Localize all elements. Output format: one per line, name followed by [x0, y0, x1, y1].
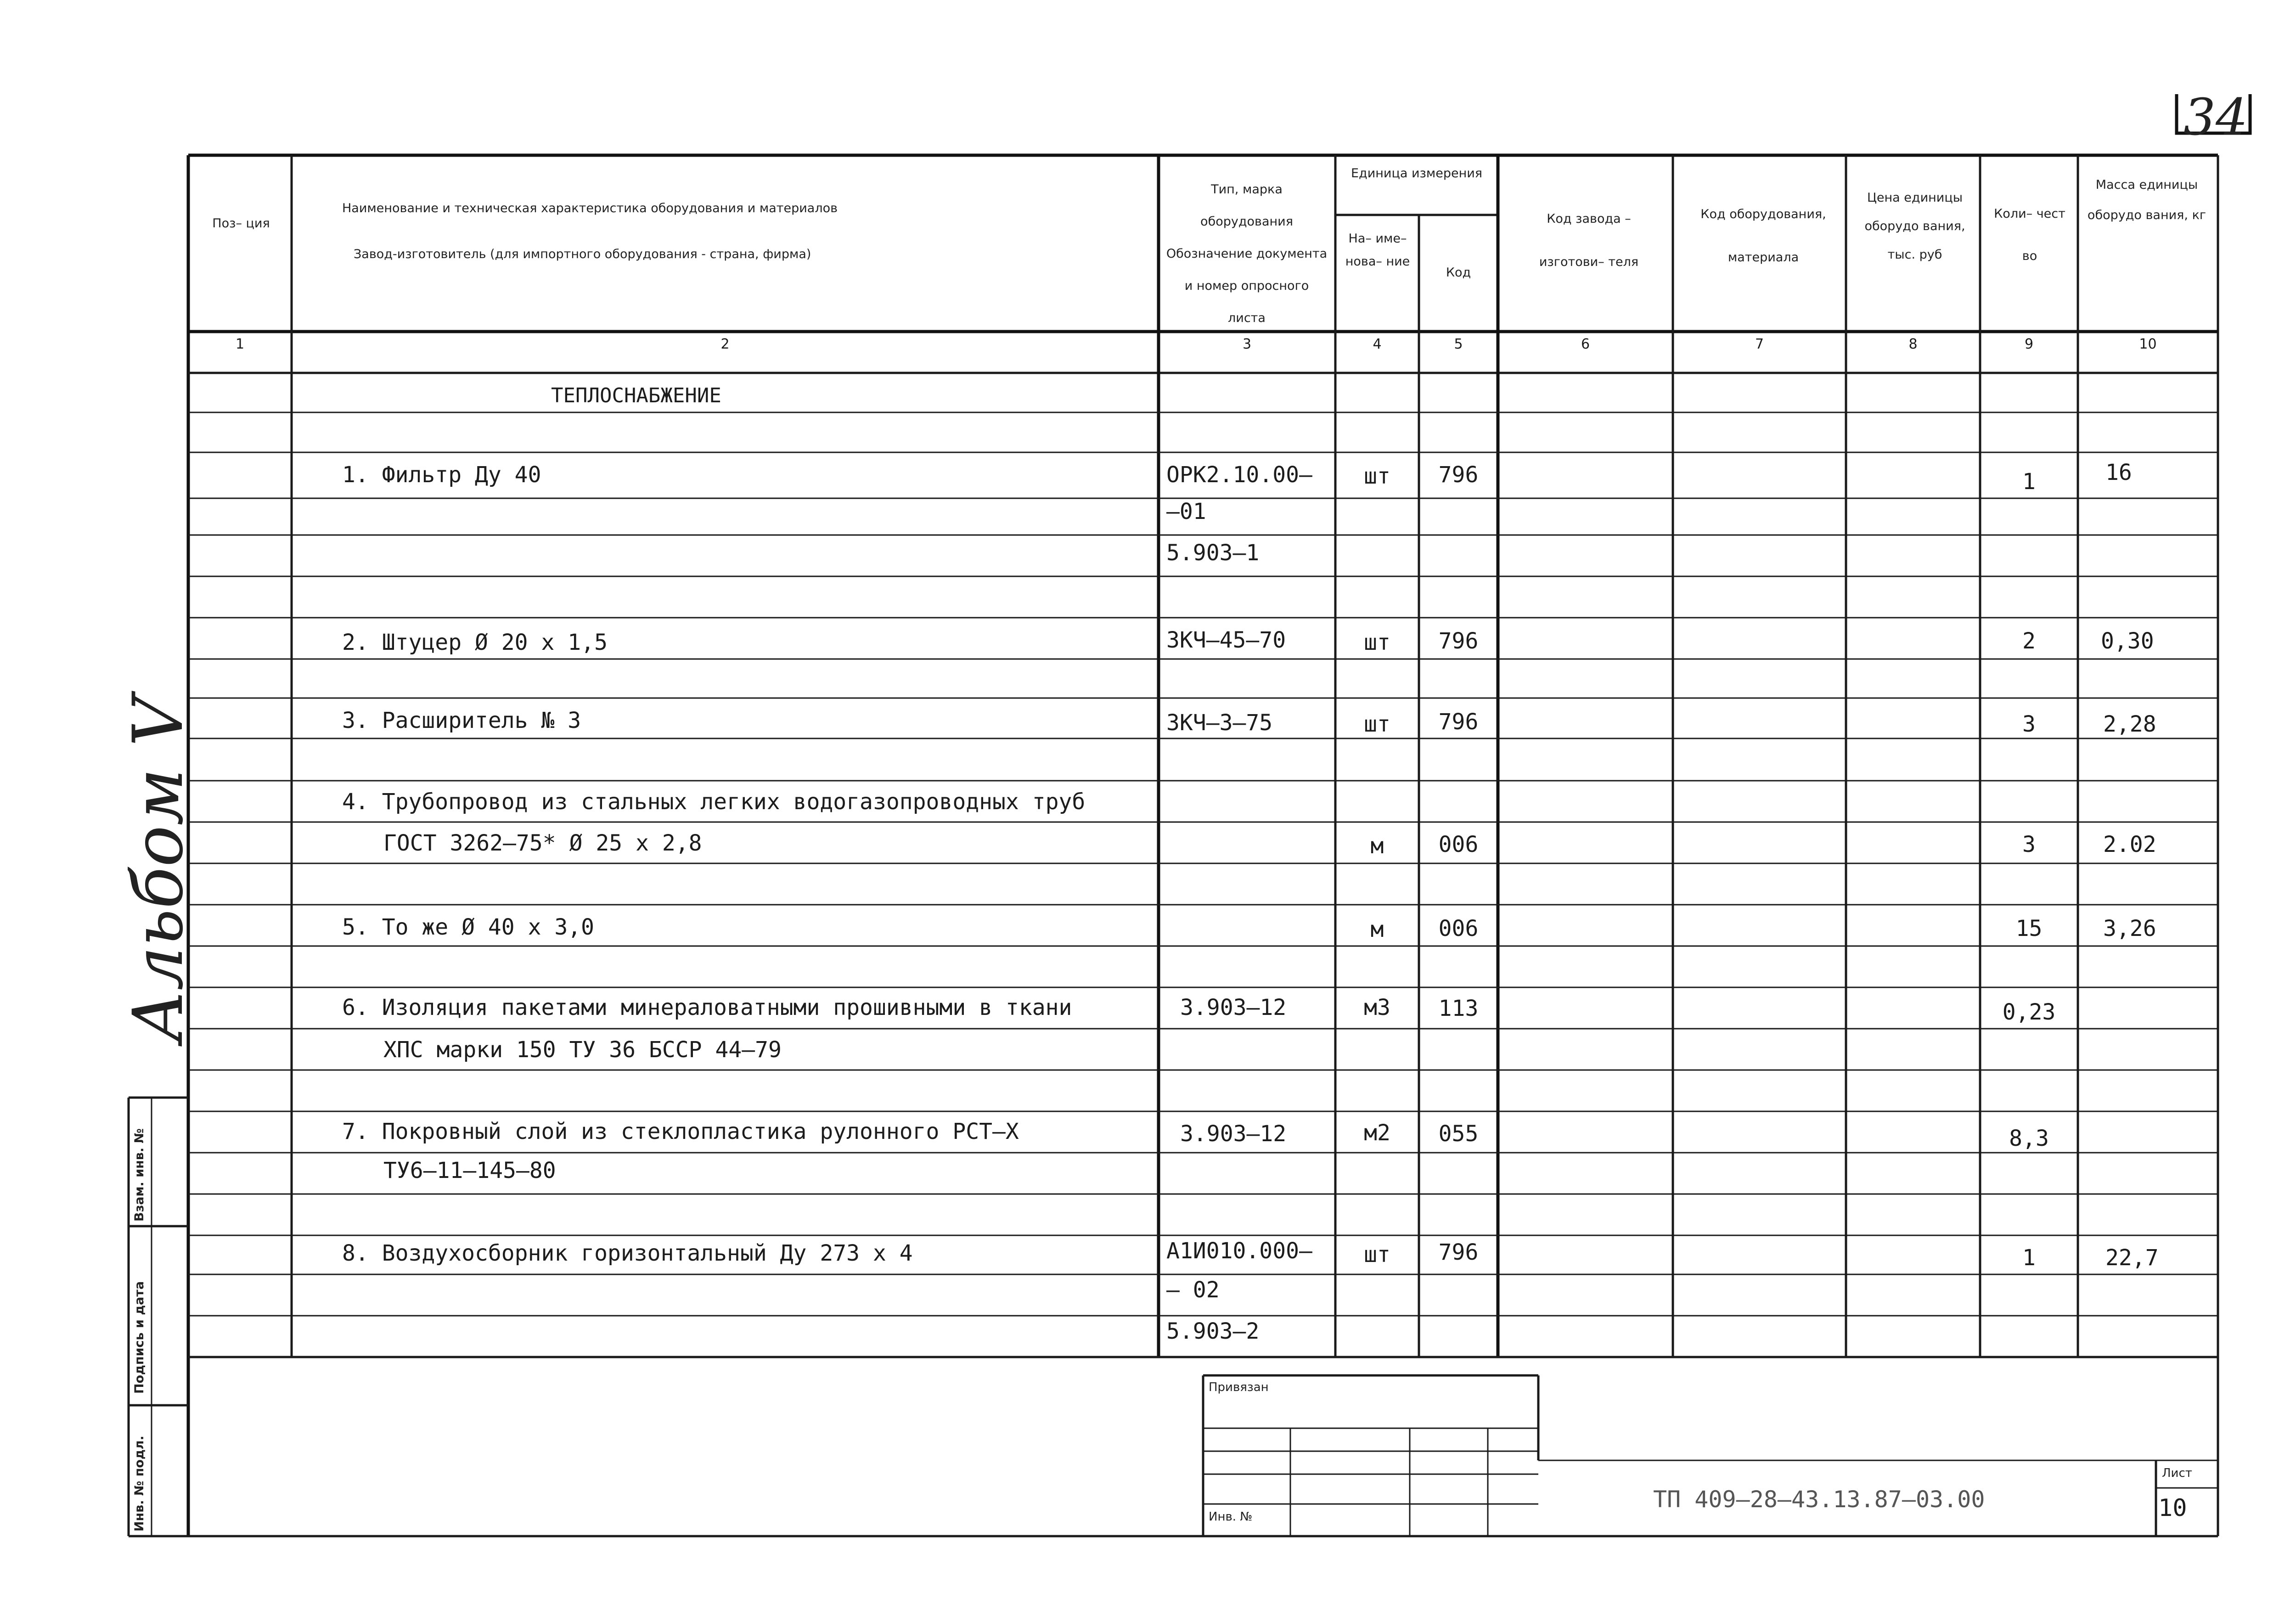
item-type: А1И010.000– — [1166, 1238, 1312, 1264]
item-unit: шт — [1364, 630, 1390, 655]
column-number: 8 — [1908, 336, 1918, 352]
item-name: 4. Трубопровод из стальных легких водогазопроводных труб — [342, 789, 1086, 815]
header-position: Поз– ция — [212, 216, 270, 231]
column-number: 1 — [235, 336, 245, 352]
header-factory-code: Код завода – изготови– теля — [1539, 212, 1639, 269]
item-name: 6. Изоляция пакетами минераловатными прошивными в ткани — [342, 995, 1072, 1020]
item-name-line2: ХПС марки 150 ТУ 36 БССР 44–79 — [383, 1037, 782, 1063]
sheet-label: Лист — [2162, 1466, 2192, 1480]
item-qty: 8,3 — [2009, 1126, 2049, 1151]
column-number: 9 — [2024, 336, 2034, 352]
item-qty: 3 — [2022, 711, 2036, 737]
sheet-number: 10 — [2158, 1494, 2187, 1522]
column-number: 6 — [1581, 336, 1590, 352]
margin-inv-podl: Инв. № подл. — [132, 1436, 146, 1532]
margin-signature-date: Подпись и дата — [132, 1281, 146, 1394]
stamp-privyazan: Привязан — [1209, 1380, 1269, 1394]
header-name-line1: Наименование и техническая характеристика оборудования и материалов — [342, 201, 838, 215]
header-name-line2: Завод-изготовитель (для импортного оборудования - страна, фирма) — [354, 247, 811, 261]
item-code: 796 — [1438, 1239, 1479, 1265]
item-type: 5.903–1 — [1166, 540, 1260, 566]
item-qty: 3 — [2022, 832, 2036, 857]
item-qty: 2 — [2022, 628, 2036, 654]
item-unit: шт — [1364, 463, 1390, 489]
item-name: 7. Покровный слой из стеклопластика рулонного РСТ–Х — [342, 1119, 1019, 1144]
item-mass: 22,7 — [2105, 1245, 2159, 1271]
header-unit-group: Единица измерения — [1351, 166, 1483, 180]
item-name: 8. Воздухосборник горизонтальный Ду 273 х 4 — [342, 1240, 913, 1266]
item-type: 3.903–12 — [1180, 995, 1287, 1020]
column-number: 5 — [1454, 336, 1463, 352]
page-number: 34 — [2183, 88, 2248, 146]
album-label: Альбом V — [118, 696, 198, 1042]
item-code: 055 — [1438, 1121, 1479, 1147]
item-code: 006 — [1438, 832, 1479, 857]
item-type: ЗКЧ–45–70 — [1166, 627, 1286, 653]
item-unit: шт — [1364, 1242, 1390, 1267]
item-unit: м2 — [1364, 1120, 1390, 1146]
item-name-line2: ГОСТ 3262–75* Ø 25 х 2,8 — [383, 830, 702, 856]
section-title: ТЕПЛОСНАБЖЕНИЕ — [551, 384, 721, 407]
header-unit-code: Код — [1446, 265, 1471, 280]
item-code: 796 — [1438, 709, 1479, 735]
item-code: 113 — [1438, 996, 1479, 1021]
column-number: 10 — [2139, 336, 2157, 352]
header-type: Тип, марка оборудования Обозначение документа и номер опросного листа — [1166, 182, 1328, 325]
column-number: 7 — [1755, 336, 1764, 352]
column-number: 4 — [1373, 336, 1382, 352]
item-name: 1. Фильтр Ду 40 — [342, 462, 541, 488]
item-unit: м3 — [1364, 995, 1390, 1020]
item-code: 796 — [1438, 462, 1479, 488]
item-code: 006 — [1438, 916, 1479, 941]
header-equipment-code: Код оборудования, материала — [1700, 207, 1826, 265]
item-mass: 16 — [2105, 460, 2132, 485]
item-qty: 1 — [2022, 1245, 2036, 1271]
item-unit: шт — [1364, 711, 1390, 737]
item-mass: 3,26 — [2103, 916, 2156, 941]
document-number: ТП 409–28–43.13.87–03.00 — [1653, 1486, 1985, 1513]
item-type: ОРК2.10.00– — [1166, 462, 1312, 488]
item-qty: 1 — [2022, 469, 2036, 495]
item-type: 3.903–12 — [1180, 1121, 1287, 1147]
stamp-inv-no: Инв. № — [1209, 1510, 1253, 1524]
header-unit-name: На– име– нова– ние — [1345, 231, 1410, 269]
column-number: 3 — [1242, 336, 1252, 352]
column-number: 2 — [720, 336, 730, 352]
item-type: –01 — [1166, 499, 1206, 524]
item-mass: 2,28 — [2103, 711, 2156, 737]
header-mass: Масса единицы оборудо вания, кг — [2087, 178, 2206, 222]
header-price: Цена единицы оборудо вания, тыс. руб — [1864, 191, 1965, 262]
item-name-line2: ТУ6–11–145–80 — [383, 1158, 556, 1183]
item-unit: м — [1370, 917, 1384, 942]
item-type: ЗКЧ–3–75 — [1166, 710, 1273, 736]
margin-inv-vzam: Взам. инв. № — [132, 1128, 146, 1222]
item-name: 2. Штуцер Ø 20 х 1,5 — [342, 630, 608, 655]
item-mass: 2.02 — [2103, 832, 2156, 857]
item-type: – 02 — [1166, 1277, 1220, 1303]
item-qty: 15 — [2015, 916, 2043, 941]
item-mass: 0,30 — [2101, 628, 2154, 654]
item-qty: 0,23 — [2002, 999, 2056, 1025]
item-name: 3. Расширитель № 3 — [342, 708, 581, 733]
header-quantity: Коли– чест во — [1994, 207, 2065, 263]
item-name: 5. То же Ø 40 х 3,0 — [342, 914, 595, 940]
item-unit: м — [1370, 833, 1384, 859]
item-code: 796 — [1438, 628, 1479, 654]
item-type: 5.903–2 — [1166, 1318, 1260, 1344]
